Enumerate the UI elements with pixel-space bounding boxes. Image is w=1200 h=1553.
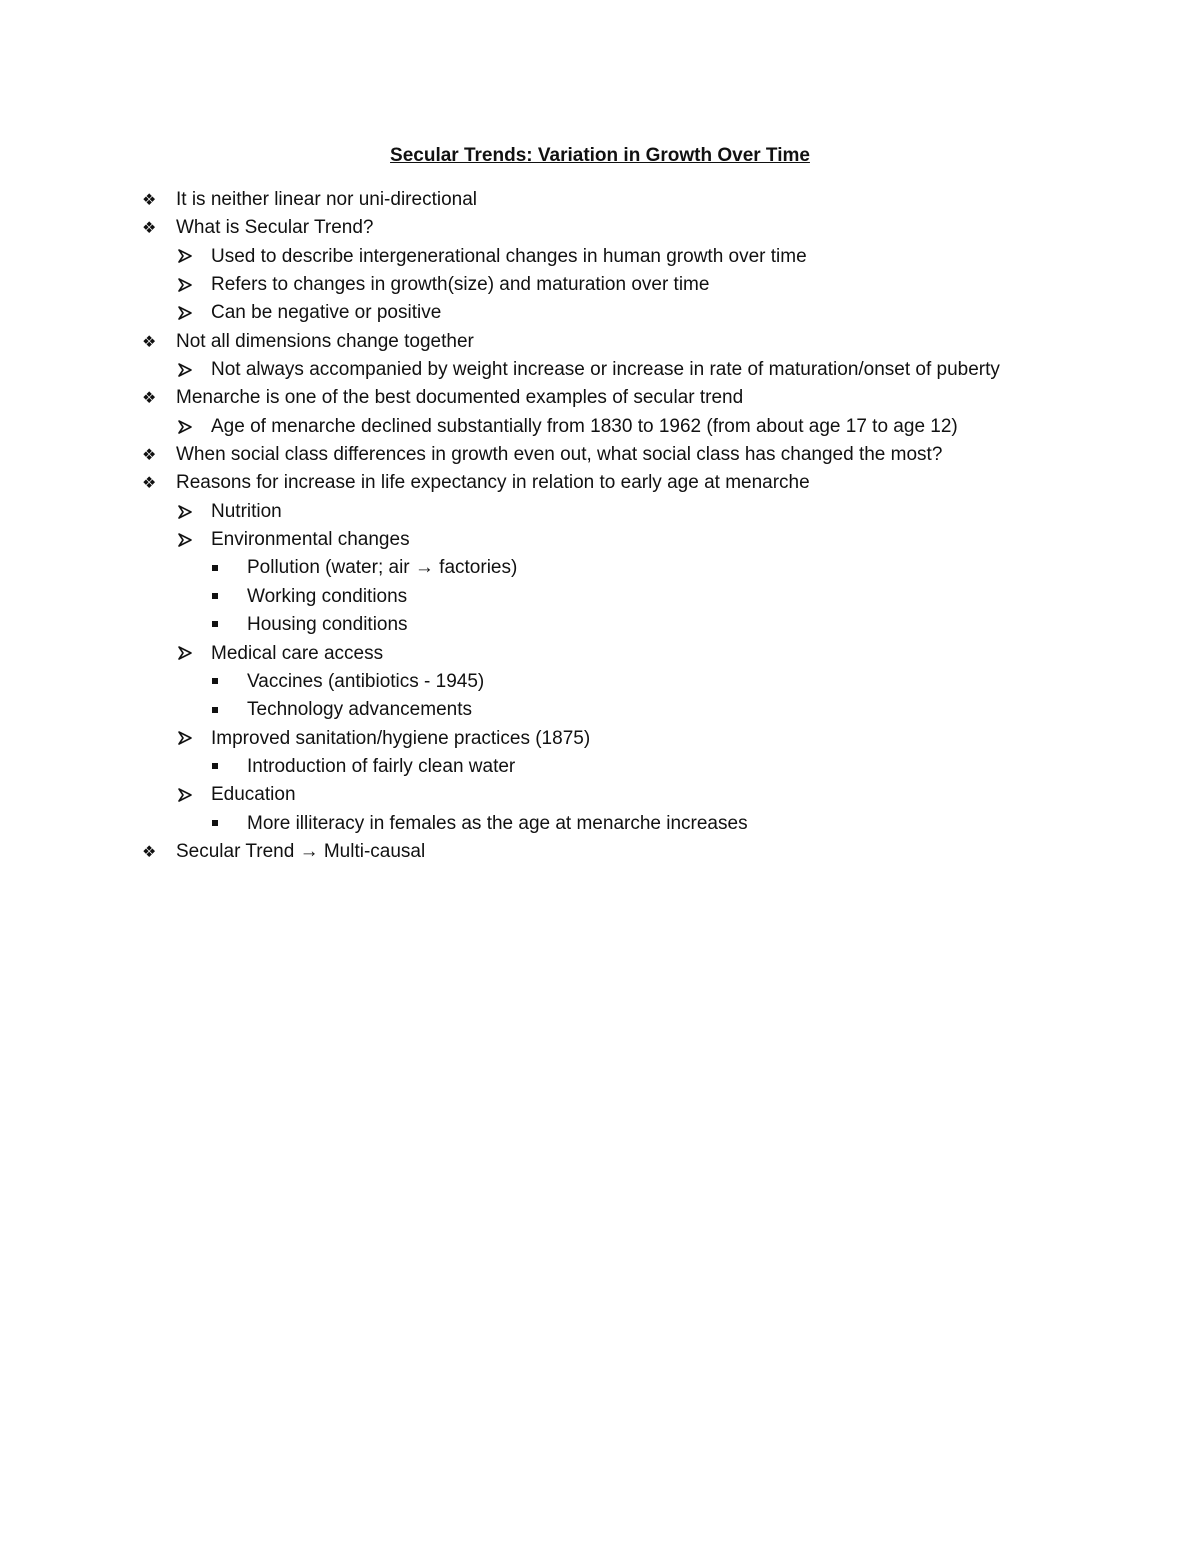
arrowhead-bullet-icon xyxy=(177,498,201,526)
arrowhead-bullet-icon xyxy=(177,781,201,809)
square-bullet-icon xyxy=(212,696,236,724)
four-diamond-bullet-icon: ❖ xyxy=(142,447,157,465)
outline-item-level-2 xyxy=(0,271,1200,299)
outline-item-text: Not all dimensions change together xyxy=(176,330,474,352)
four-diamond-bullet-icon: ❖ xyxy=(142,192,157,209)
four-diamond-bullet-icon: ❖ xyxy=(142,220,157,238)
arrowhead-bullet-icon xyxy=(177,356,201,384)
arrowhead-bullet-icon xyxy=(177,413,201,441)
outline-item-level-1 xyxy=(0,469,1200,497)
outline-item-level-1 xyxy=(0,214,1200,242)
outline-item-text: What is Secular Trend? xyxy=(176,217,374,239)
outline-item-text: Menarche is one of the best documented examples of secular trend xyxy=(176,387,744,409)
four-diamond-bullet-icon: ❖ xyxy=(142,843,157,861)
outline-item-text: Not always accompanied by weight increase or increase in rate of maturation/onset of puberty xyxy=(211,359,1000,381)
outline-item-level-2 xyxy=(0,498,1200,526)
outline-item-level-3 xyxy=(0,753,1200,781)
square-bullet-icon xyxy=(212,668,236,696)
arrowhead-bullet-icon xyxy=(177,299,201,327)
outline-item-text: Vaccines (antibiotics - 1945) xyxy=(247,670,485,692)
outline-item-text: Environmental changes xyxy=(211,529,410,551)
outline-item-text: Education xyxy=(211,784,296,806)
four-diamond-bullet-icon: ❖ xyxy=(142,333,157,351)
outline-item-text: Reasons for increase in life expectancy in relation to early age at menarche xyxy=(176,472,810,494)
outline-item-text: More illiteracy in females as the age at menarche increases xyxy=(247,812,748,834)
outline-item-level-2 xyxy=(0,781,1200,809)
outline-item-text: When social class differences in growth even out, what social class has changed the most? xyxy=(176,444,943,466)
outline-item-level-3 xyxy=(0,810,1200,838)
outline-item-level-2 xyxy=(0,413,1200,441)
outline-item-level-2 xyxy=(0,526,1200,554)
square-bullet-icon xyxy=(212,611,236,639)
outline-item-level-2 xyxy=(0,725,1200,753)
outline-item-text: Working conditions xyxy=(247,585,408,607)
outline-item-level-2 xyxy=(0,243,1200,271)
arrowhead-bullet-icon xyxy=(177,526,201,554)
square-bullet-icon xyxy=(212,753,236,781)
outline-item-text: Improved sanitation/hygiene practices (1875) xyxy=(211,727,591,749)
outline-item-level-1 xyxy=(0,441,1200,469)
outline-item-text: Used to describe intergenerational changes in human growth over time xyxy=(211,245,807,267)
arrowhead-bullet-icon xyxy=(177,725,201,753)
square-bullet-icon xyxy=(212,583,236,611)
outline-item-level-1 xyxy=(0,186,1200,214)
square-bullet-icon xyxy=(212,810,236,838)
outline-item-level-2 xyxy=(0,299,1200,327)
outline-item-text: Introduction of fairly clean water xyxy=(247,755,516,777)
arrowhead-bullet-icon xyxy=(177,640,201,668)
four-diamond-bullet-icon: ❖ xyxy=(142,475,157,493)
outline-item-level-1 xyxy=(0,838,1200,866)
outline-item-level-2 xyxy=(0,640,1200,668)
outline-item-text: Housing conditions xyxy=(247,614,408,636)
outline-item-text: Pollution (water; air → factories) xyxy=(247,557,518,579)
outline-item-text: Technology advancements xyxy=(247,699,472,721)
document-title: Secular Trends: Variation in Growth Over Time xyxy=(390,145,810,166)
square-bullet-icon xyxy=(212,554,236,582)
outline-item-level-3 xyxy=(0,583,1200,611)
outline-item-text: Medical care access xyxy=(211,642,384,664)
outline-item-text: Refers to changes in growth(size) and maturation over time xyxy=(211,274,710,296)
four-diamond-bullet-icon: ❖ xyxy=(142,390,157,408)
outline-item-level-3 xyxy=(0,554,1200,582)
arrowhead-bullet-icon xyxy=(177,271,201,299)
outline-item-level-3 xyxy=(0,668,1200,696)
outline-item-text: Can be negative or positive xyxy=(211,302,442,324)
outline-item-level-1 xyxy=(0,328,1200,356)
outline-item-text: Secular Trend → Multi-causal xyxy=(176,840,426,862)
bullet-outline xyxy=(0,186,1200,866)
outline-item-text: Age of menarche declined substantially from 1830 to 1962 (from about age 17 to age 12) xyxy=(211,415,958,437)
outline-item-level-3 xyxy=(0,696,1200,724)
outline-item-text: Nutrition xyxy=(211,500,282,522)
outline-item-level-2 xyxy=(0,356,1200,384)
outline-item-level-3 xyxy=(0,611,1200,639)
arrowhead-bullet-icon xyxy=(177,243,201,271)
outline-item-text: It is neither linear nor uni-directional xyxy=(176,189,477,210)
outline-item-level-1 xyxy=(0,384,1200,412)
